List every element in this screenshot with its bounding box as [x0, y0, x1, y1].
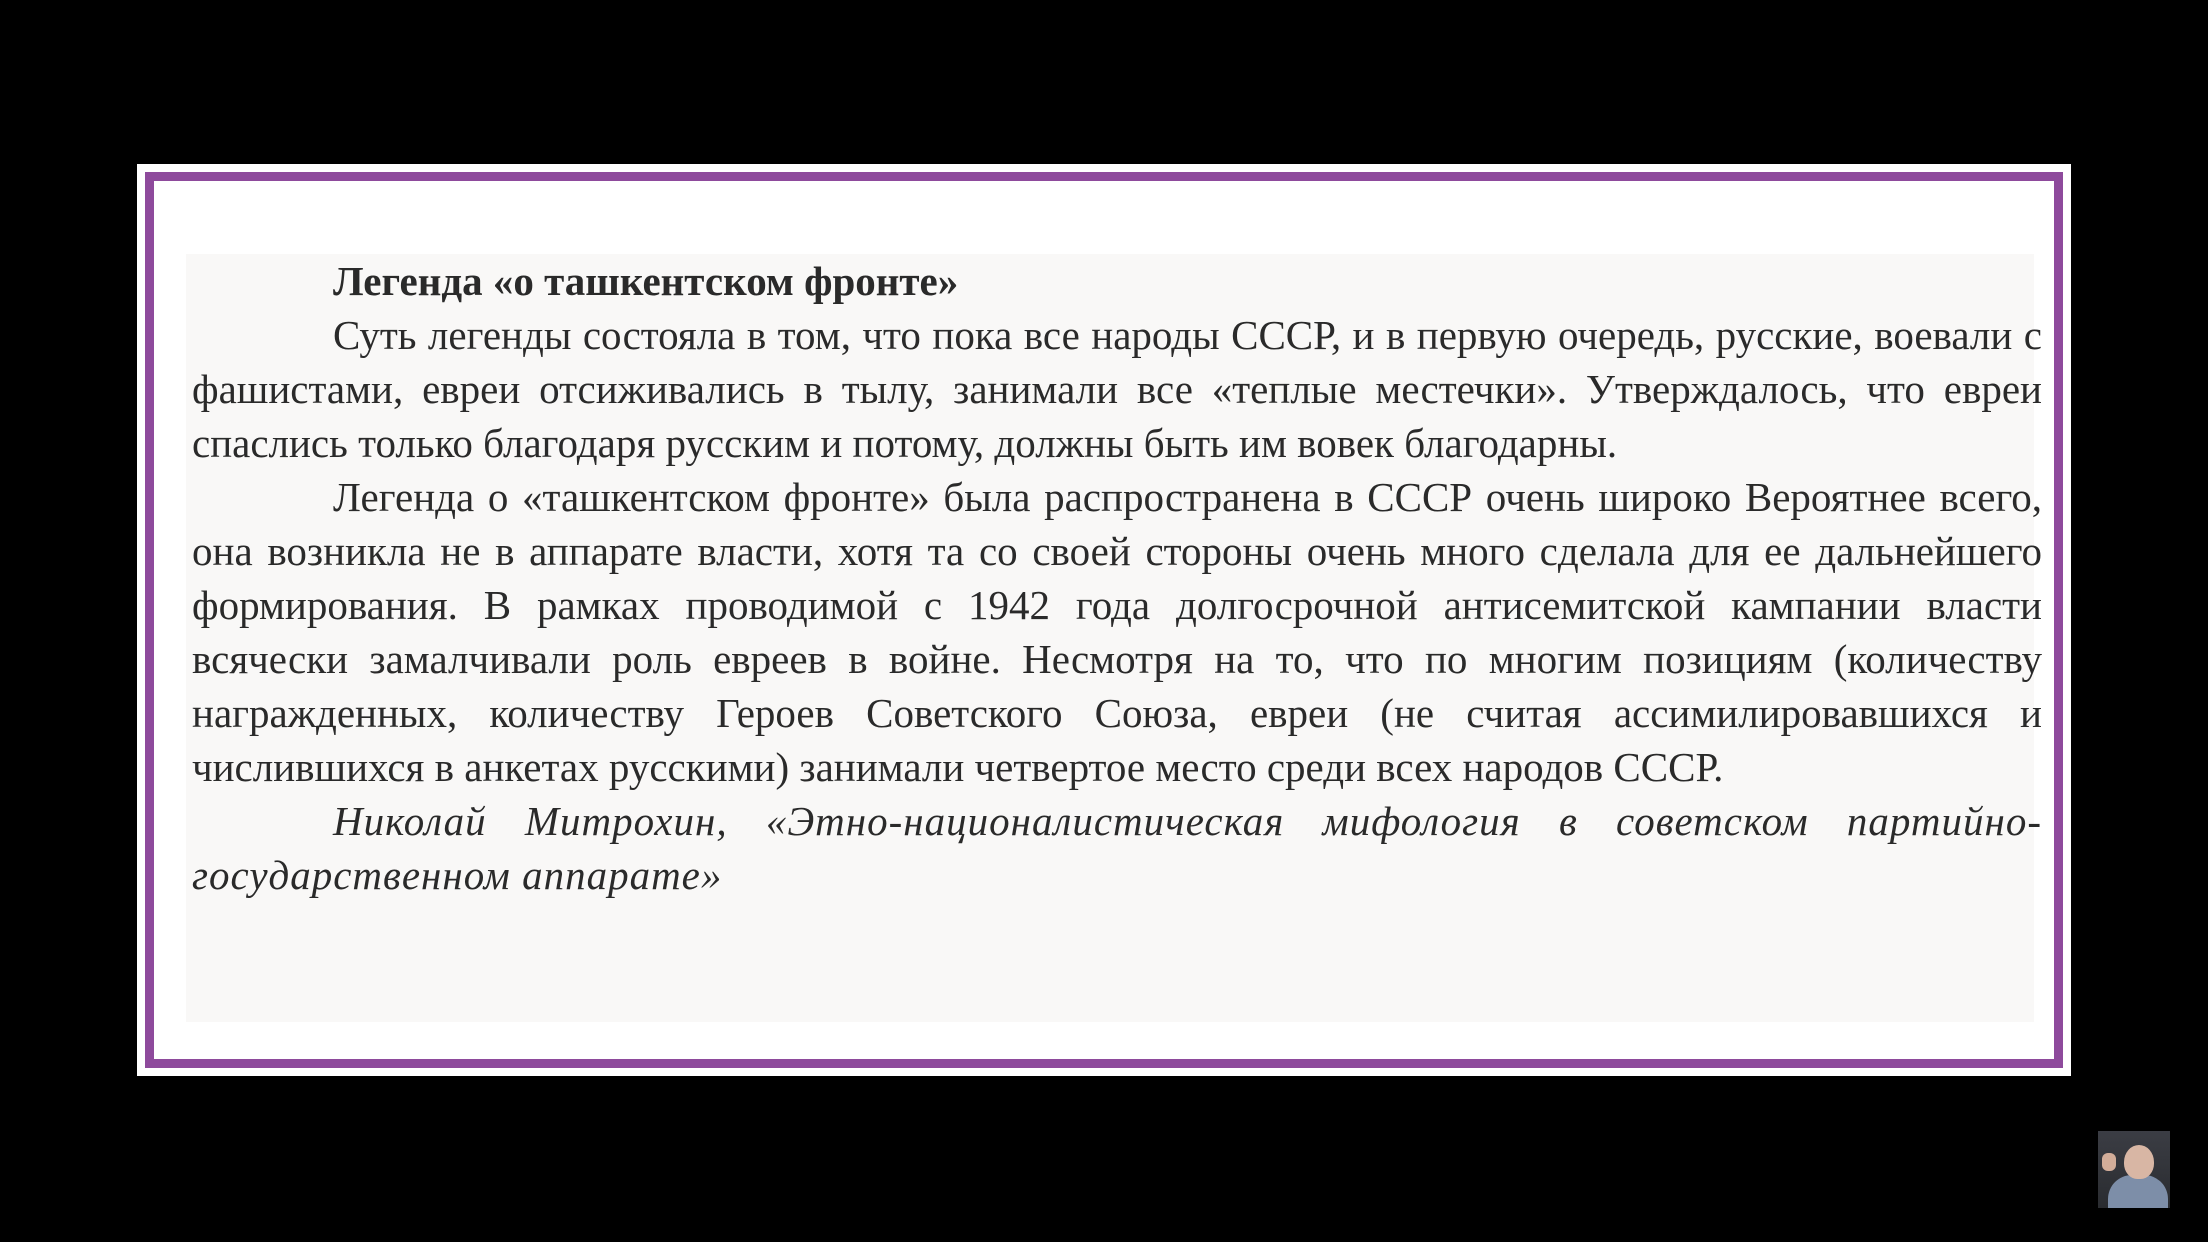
presenter-head [2124, 1145, 2154, 1179]
presenter-video-icon[interactable] [2098, 1131, 2170, 1208]
presenter-hand [2102, 1153, 2116, 1171]
slide-text [192, 254, 2042, 902]
slide-title: Легенда «о ташкентском фронте» [333, 258, 959, 304]
paragraph-2: Легенда о «ташкентском фронте» была распространена в СССР очень широко Вероятнее всего, она возникла не в аппарате власти, хотя та со своей стороны очень много сделала для ее дальнейшего формирования. В рамках проводимой с 1942 года долгосрочной антисемитской кампании власти всячески замалчивали роль евреев в войне. Несмотря на то, что по многим позициям (количеству награжденных, количеству Героев Советского Союза, евреи (не считая ассимилировавшихся и числившихся в анкетах русскими) занимали четвертое место среди всех народов СССР. [192, 474, 2042, 790]
citation: Николай Митрохин, «Этно-националистическая мифология в советском партийно-государственном аппарате» [192, 798, 2042, 898]
paragraph-1: Суть легенды состояла в том, что пока все народы СССР, и в первую очередь, русские, воевали с фашистами, евреи отсиживались в тылу, занимали все «теплые местечки». Утверждалось, что евреи спаслись только благодаря русским и потому, должны быть им вовек благодарны. [192, 312, 2042, 466]
presenter-body [2108, 1175, 2168, 1208]
